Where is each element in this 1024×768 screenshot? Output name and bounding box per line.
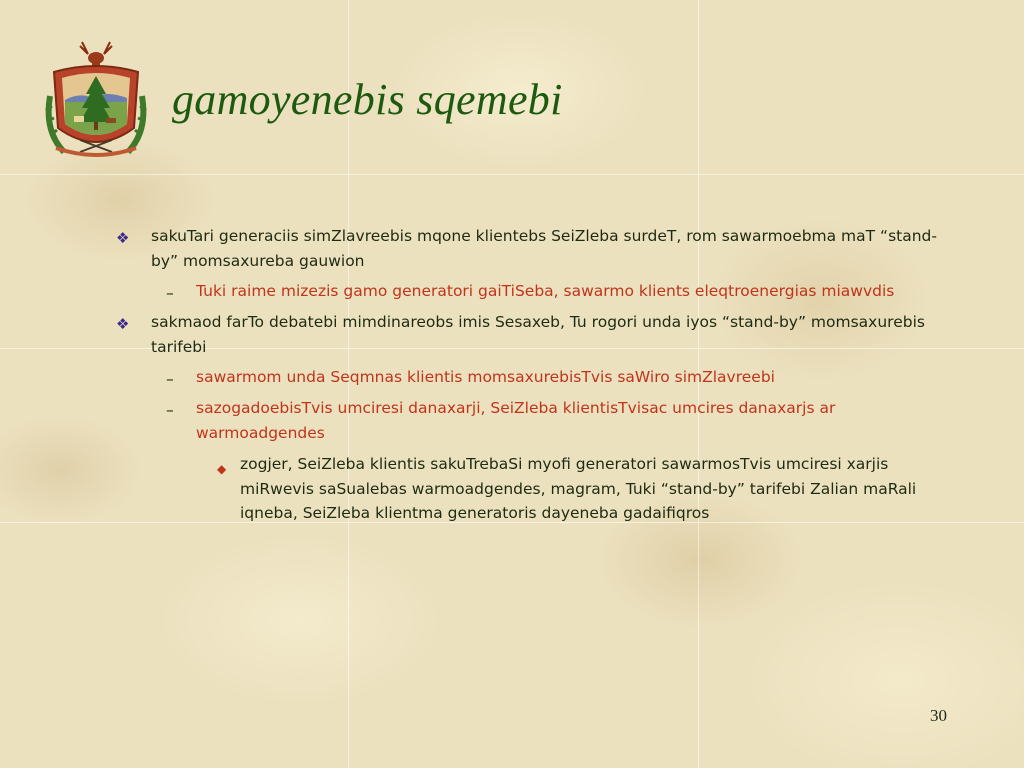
page-number: 30 — [930, 706, 947, 725]
dash-bullet-icon: – — [166, 401, 174, 419]
bullet-item-level2: sawarmom unda Seqmnas klientis momsaxurebisTvis saWiro simZlavreebi — [196, 368, 775, 386]
bullet-item-level2: Tuki raime mizezis gamo generatori gaiTiSeba, sawarmo klients eleqtroenergias miawvdis — [196, 282, 895, 300]
diamond-bullet-icon: ❖ — [116, 315, 130, 333]
bullet-item-level3: zogjer, SeiZleba klientis sakuTrebaSi myofi generatori sawarmosTvis umciresi xarjis miRwevis saSualebas warmoadgendes, magram, Tuki “stand-by” tarifebi Zalian maRali iqneba, SeiZleba klientma generatoris dayeneba gadaifiqros — [240, 455, 917, 522]
slide-title: gamoyenebis sqemebi — [172, 75, 563, 124]
dash-bullet-icon: – — [166, 284, 174, 302]
vermont-seal-logo — [40, 36, 152, 164]
dash-bullet-icon: – — [166, 370, 174, 388]
bullet-item-level2: sazogadoebisTvis umciresi danaxarji, SeiZleba klientisTvisac umcires danaxarjs ar warmoadgendes — [196, 399, 836, 442]
bullet-item-level1: sakuTari generaciis simZlavreebis mqone klientebs SeiZleba surdeT, rom sawarmoebma maT “stand-by” momsaxureba gauwion — [151, 227, 937, 270]
bullet-item-level1: sakmaod farTo debatebi mimdinareobs imis Sesaxeb, Tu rogori unda iyos “stand-by” momsaxurebis tarifebi — [151, 313, 925, 356]
diamond-bullet-icon: ◆ — [217, 462, 227, 476]
diamond-bullet-icon: ❖ — [116, 229, 130, 247]
background-gridline — [0, 174, 1024, 175]
